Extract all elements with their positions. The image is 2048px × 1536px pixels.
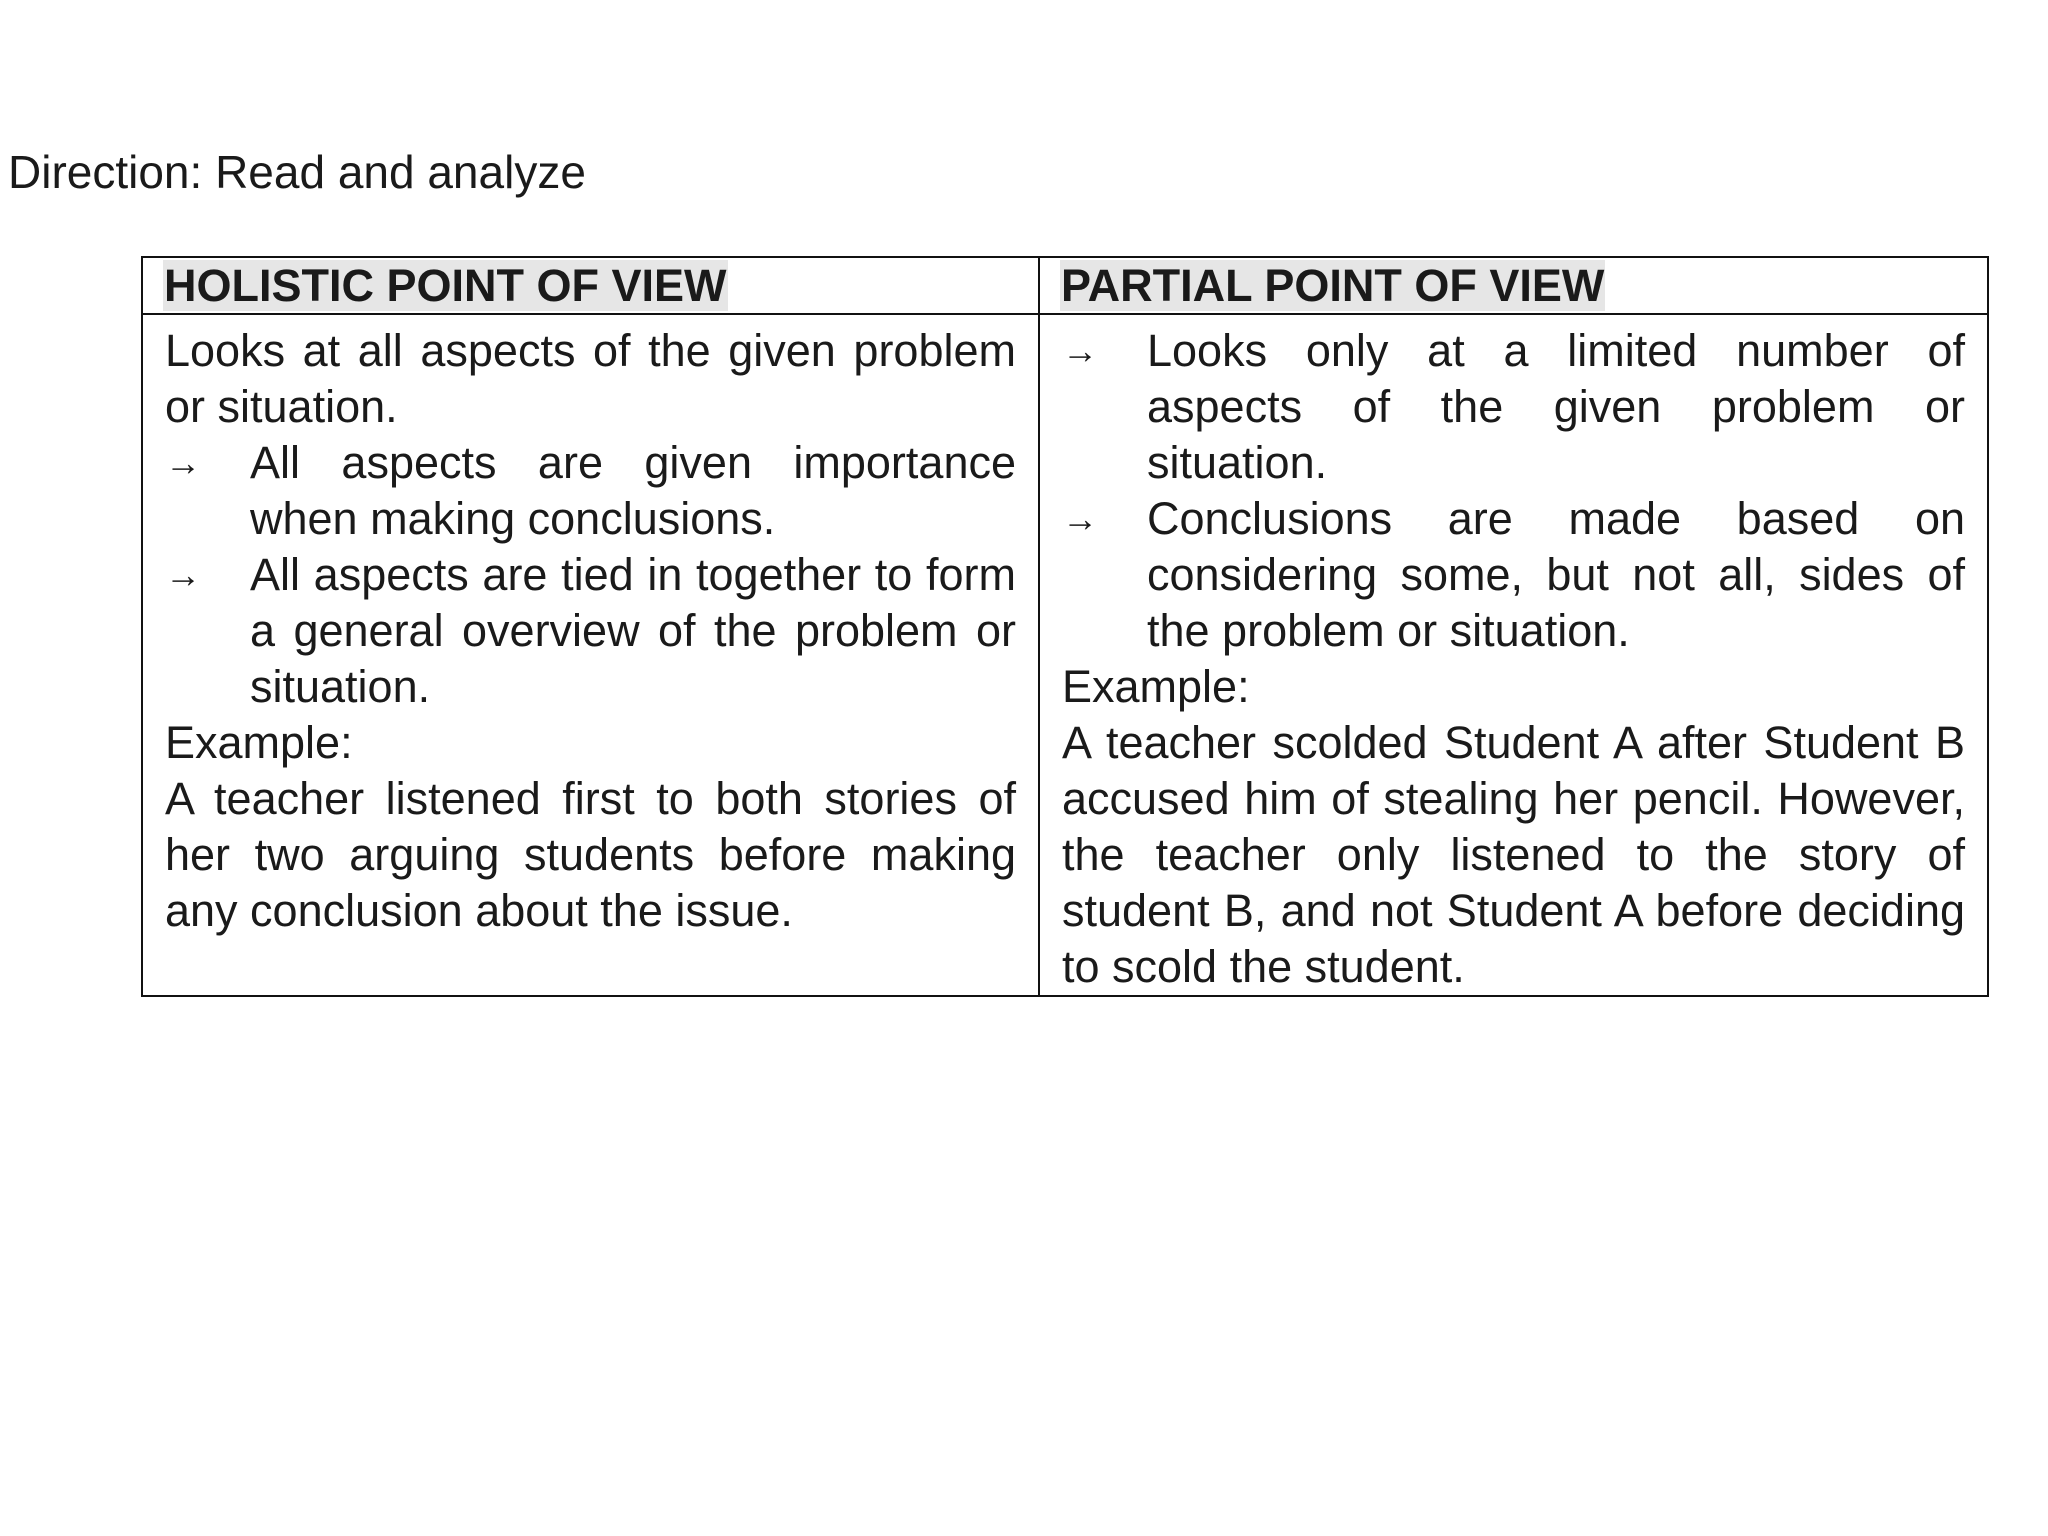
direction-text: Direction: Read and analyze (8, 146, 586, 198)
partial-header: PARTIAL POINT OF VIEW (1061, 259, 1605, 311)
holistic-header-cell (142, 257, 1039, 314)
partial-header-cell (1039, 257, 1988, 314)
holistic-header: HOLISTIC POINT OF VIEW (164, 259, 727, 311)
partial-cell (1039, 314, 1988, 996)
holistic-bullet (165, 547, 1016, 715)
arrow-icon: → (165, 554, 201, 595)
comparison-table (141, 256, 1989, 997)
partial-bullet (1062, 323, 1965, 491)
holistic-example-label: Example: (165, 717, 353, 768)
partial-bullet-text: Conclusions are made based on considering some, but not all, sides of the problem or situation. (1147, 493, 1965, 656)
holistic-example-text: A teacher listened first to both stories of her two arguing students before making any conclusion about the issue. (165, 773, 1016, 936)
holistic-bullet-text: All aspects are tied in together to form a general overview of the problem or situation. (250, 549, 1016, 712)
arrow-icon: → (165, 442, 201, 483)
table-header-row (142, 257, 1988, 314)
partial-example-label: Example: (1062, 661, 1250, 712)
arrow-icon: → (1062, 498, 1098, 539)
partial-example-text: A teacher scolded Student A after Student B accused him of stealing her pencil. However, the teacher only listened to the story of student B, and not Student A before deciding to scold the student. (1062, 717, 1965, 992)
partial-bullet (1062, 491, 1965, 659)
arrow-icon: → (1062, 330, 1098, 371)
holistic-cell (142, 314, 1039, 996)
holistic-intro: Looks at all aspects of the given problem or situation. (165, 325, 1016, 432)
holistic-bullet (165, 435, 1016, 547)
partial-bullet-text: Looks only at a limited number of aspects of the given problem or situation. (1147, 325, 1965, 488)
holistic-bullet-text: All aspects are given importance when making conclusions. (250, 437, 1016, 544)
table-body-row (142, 314, 1988, 996)
